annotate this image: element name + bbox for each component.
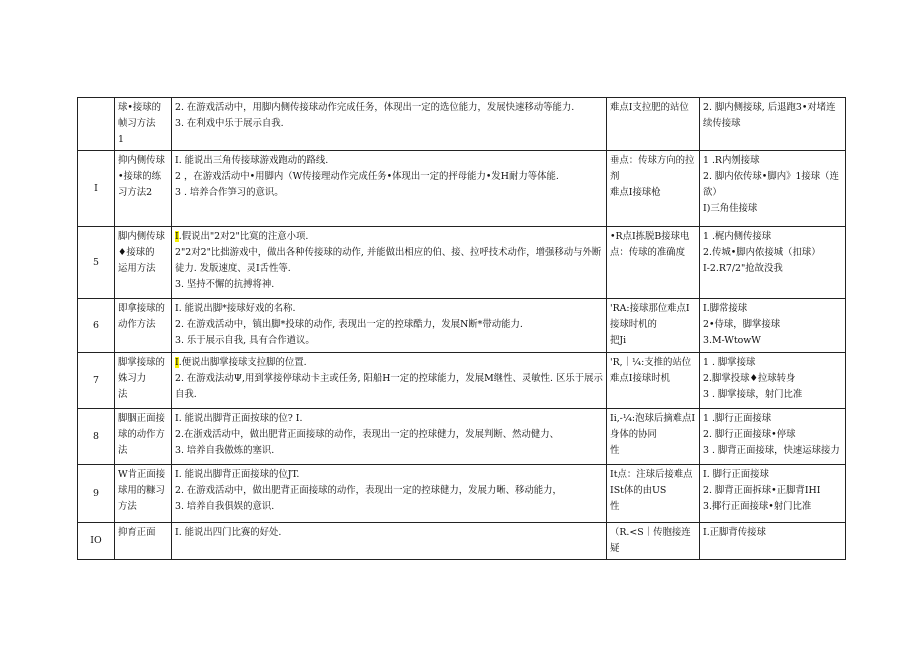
practice-item: 3 . 脚掌接球，射门比准	[703, 389, 803, 400]
practice-content-cell	[700, 523, 846, 560]
goal-line: I. 能说出脚*接球好戏的名称.	[175, 303, 296, 314]
goal-line: 2. 在游戏活动中，镇出脚*投球的动作, 表现出一定的控球酷力，发展N断*带动能力.	[175, 319, 523, 330]
highlight-mark: I	[175, 231, 179, 242]
key-difficulty-cell: 'RA:接球那位难点I接球时机的 把Ji	[607, 299, 700, 353]
key-difficulty-cell: •R点I拣脱B接球电点：传球的准确度	[607, 227, 700, 299]
learning-goals-cell	[172, 465, 607, 523]
goal-line: 2. 在游戏活动中，做出肥背正面接球的动作，表现出一定的控球健力，发展力晰、移动能力，	[175, 485, 562, 496]
table-row	[78, 299, 846, 353]
goal-line: I. 能说出三角传接球游戏跑动的路线.	[175, 155, 329, 166]
lesson-title-cell: 脚掌接球的姝习力 法	[115, 353, 172, 409]
practice-item: 2.脚掌投球♦拉球转身	[703, 373, 796, 384]
practice-item: I.脚常接球	[703, 303, 748, 314]
goal-line: 3. 坚持不懈的抗搏将神.	[175, 279, 275, 290]
lesson-number-cell: 8	[78, 409, 115, 465]
table-row	[78, 353, 846, 409]
lesson-plan-table	[77, 97, 846, 560]
goal-line: 2"2对2"比拙游戏中，做出各种传接球的动作, 并能做出相应的伯、接、拉呼技术动作，增强移动与外断徒力. 发版速度、灵I舌性等.	[175, 247, 602, 274]
goal-line: I. 能说出脚背正面按球的位? I.	[175, 413, 303, 424]
lesson-number-cell: 5	[78, 227, 115, 299]
goal-line: I. 能说出脚背正面接球的位JT.	[175, 469, 300, 480]
lesson-title-cell: 抑内侧传球•接球的练习方法2	[115, 151, 172, 227]
practice-content-cell	[700, 299, 846, 353]
lesson-title-cell: 抑育正面	[115, 523, 172, 560]
practice-item: 2. 脚内侧接球, 后退跑3•对堵连续传接球	[703, 102, 836, 129]
practice-content-cell	[700, 409, 846, 465]
practice-item: 2. 脚内依传球•脚内》1接球（连欲）	[703, 171, 839, 198]
practice-content-cell	[700, 151, 846, 227]
goal-line: I.假说出"2对2"比寞的注意小项.	[175, 231, 309, 242]
practice-content-cell	[700, 353, 846, 409]
lesson-title-cell: 脚内侧传球♦接球的 运用方法	[115, 227, 172, 299]
key-difficulty-cell: Ii,-¼:泡球后摘难点I身体的协同 性	[607, 409, 700, 465]
learning-goals-cell	[172, 299, 607, 353]
table-row	[78, 227, 846, 299]
table-row	[78, 465, 846, 523]
learning-goals-cell	[172, 151, 607, 227]
learning-goals-cell	[172, 353, 607, 409]
practice-item: I)三角佳接球	[703, 203, 758, 214]
goal-line: I.便说出脚掌接球支拉脚的位置.	[175, 357, 307, 368]
lesson-number-cell: IO	[78, 523, 115, 560]
practice-item: 1 .脚行正面接球	[703, 413, 772, 424]
goal-line: 3. 乐于展示自我, 具有合作遒议。	[175, 335, 315, 346]
key-difficulty-cell: 难点I支拉肥的站位	[607, 98, 700, 151]
lesson-number-cell	[78, 98, 115, 151]
learning-goals-cell	[172, 523, 607, 560]
practice-item: 3.揶行正面接球•射门比准	[703, 501, 812, 512]
lesson-number-cell: I	[78, 151, 115, 227]
goal-line: 3. 培养自我俱娱的意识.	[175, 501, 275, 512]
practice-item: I. 脚行正面接球	[703, 469, 769, 480]
key-difficulty-cell: 'R,｜¼:支推的站位难点I接球时机	[607, 353, 700, 409]
practice-content-cell	[700, 227, 846, 299]
lesson-title-cell: W肯正面接球用的糠习方法	[115, 465, 172, 523]
practice-item: 3.M-WtowW	[703, 335, 761, 346]
key-difficulty-cell: 垂点：传球方向的拉剂 难点I接球枪	[607, 151, 700, 227]
learning-goals-cell	[172, 98, 607, 151]
lesson-title-cell: 即拿接球的动作方法	[115, 299, 172, 353]
key-difficulty-cell: （R.<S｜传胞接连疑	[607, 523, 700, 560]
table-row	[78, 523, 846, 560]
practice-item: 1 .R内刎接球	[703, 155, 760, 166]
practice-item: I-2.R7/2"抢故没我	[703, 263, 783, 274]
practice-item: 2.传城•脚内侬接城（扣球）	[703, 247, 821, 258]
goal-line: 2. 在游戏法动Ψ,用到掌接停球动卡主或任务, 阳船H一定的控球能力，发展M继性、灵敏性. 区乐于展示自我.	[175, 373, 603, 400]
lesson-title-cell: 球•接球的帧习方法 1	[115, 98, 172, 151]
practice-item: 1 . 脚掌接球	[703, 357, 756, 368]
lesson-number-cell: 6	[78, 299, 115, 353]
practice-item: 2. 脚背正面拆球•正脚背IHI	[703, 485, 821, 496]
table-row	[78, 409, 846, 465]
practice-content-cell	[700, 98, 846, 151]
learning-goals-cell	[172, 227, 607, 299]
goal-line: 2. 在游戏活动中，用脚内侧传接球动作完成任务，体现出一定的选位能力，发展快速移动等能力.	[175, 102, 575, 113]
practice-item: 2•侍球，脚掌接球	[703, 319, 781, 330]
lesson-number-cell: 9	[78, 465, 115, 523]
table-row	[78, 98, 846, 151]
learning-goals-cell	[172, 409, 607, 465]
goal-line: I. 能说出四门比赛的好处.	[175, 527, 282, 538]
lesson-title-cell: 脚胭正面接球的动作方法	[115, 409, 172, 465]
goal-line: 3 . 培养合作笋习的意识。	[175, 187, 284, 198]
goal-line: 2 ，在游戏活动中•用脚内（W传接理动作完成任务•体现出一定的抨母能力•发H耐力等体能.	[175, 171, 559, 182]
practice-item: 1 .梶内侧传接球	[703, 231, 772, 242]
practice-item: I.正脚背传接球	[703, 527, 766, 538]
practice-item: 2. 脚行正面接球•停球	[703, 429, 796, 440]
goal-line: 3. 培养自我傲炼的塞识.	[175, 445, 275, 456]
key-difficulty-cell: It点：注球后接难点ISt体的由US 性	[607, 465, 700, 523]
goal-line: 3. 在利戏中乐于展示自我.	[175, 118, 284, 129]
table-row	[78, 151, 846, 227]
goal-line: 2.在浙戏活动中，做出肥背正面接球的动作，表现出一定的控球健力，发展判断、然动健力、	[175, 429, 559, 440]
practice-content-cell	[700, 465, 846, 523]
lesson-number-cell: 7	[78, 353, 115, 409]
highlight-mark: I	[175, 357, 179, 368]
practice-item: 3 . 脚背正面接球，快速运球接力	[703, 445, 840, 456]
